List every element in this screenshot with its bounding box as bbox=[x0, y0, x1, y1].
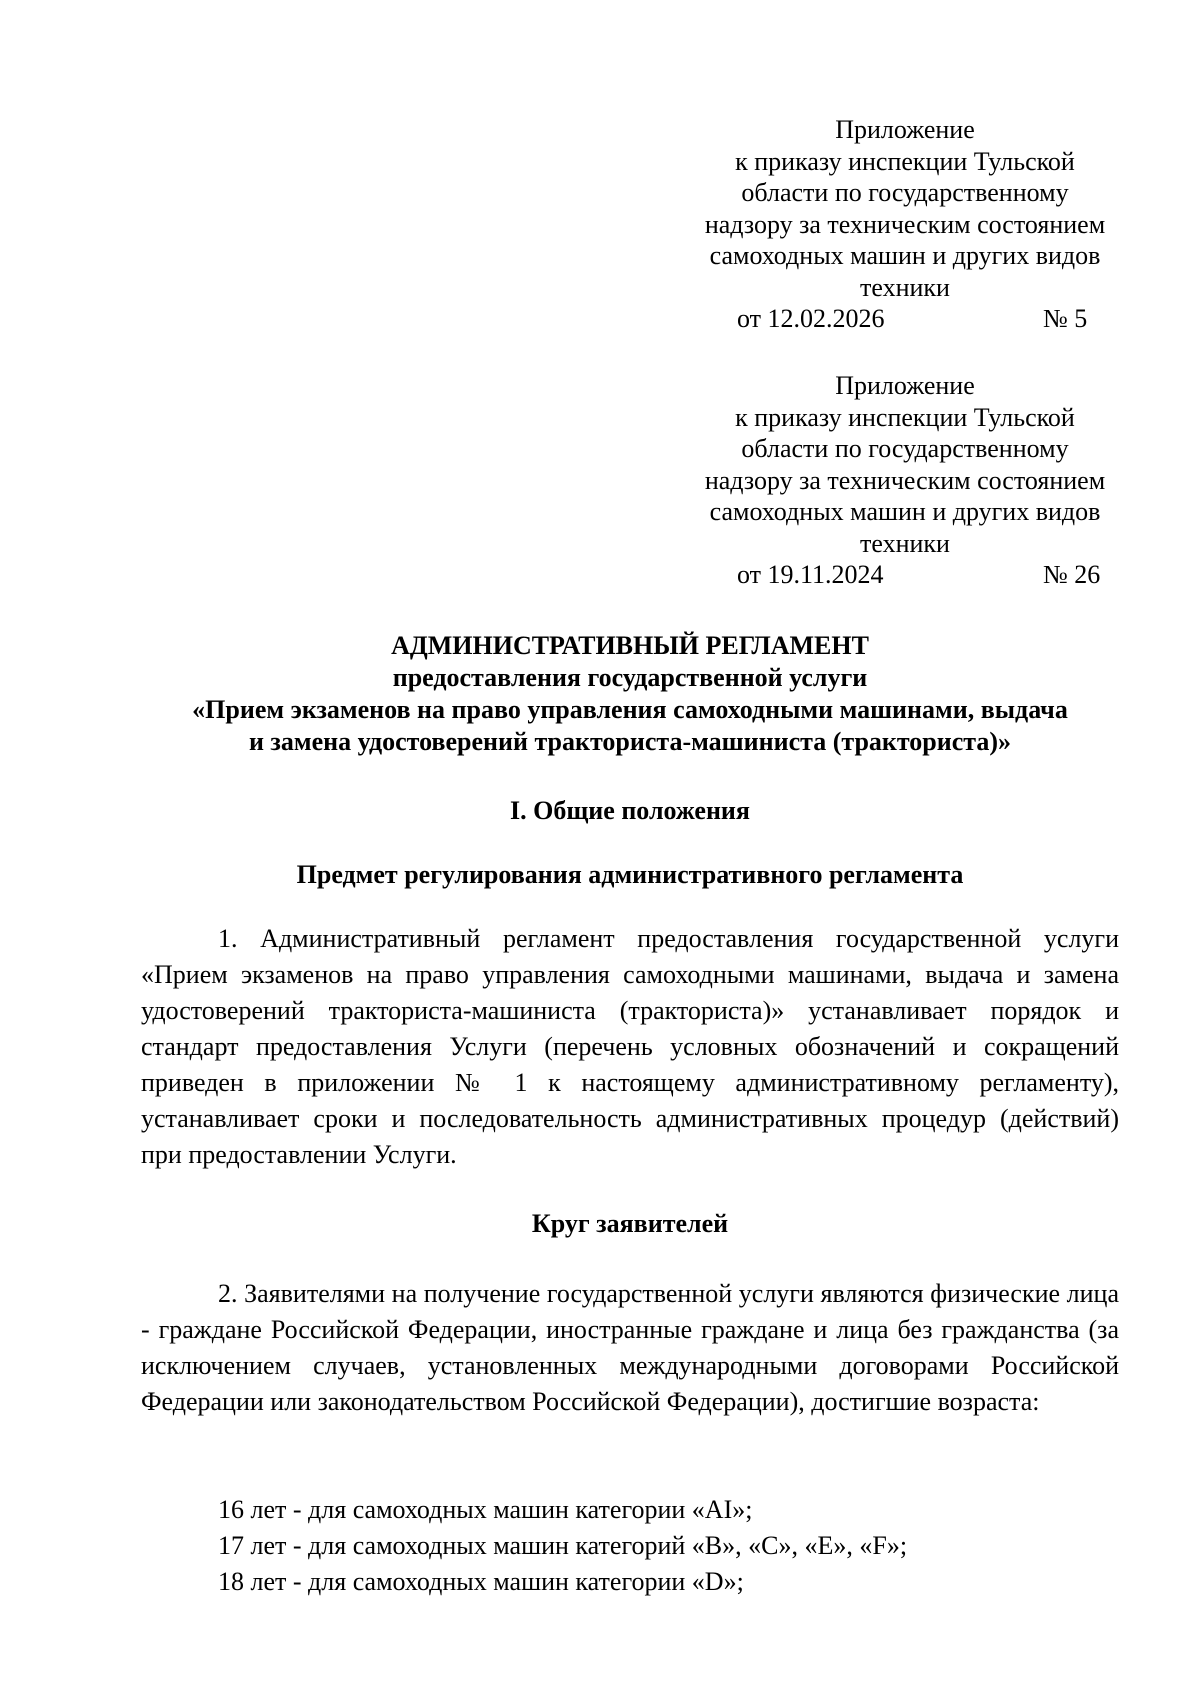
subject-heading: Предмет регулирования административного регламента bbox=[296, 860, 964, 889]
appendix-line: надзору за техническим состоянием bbox=[704, 209, 1106, 239]
appendix-header-original bbox=[680, 370, 1130, 591]
appendix-line: техники bbox=[860, 528, 950, 558]
title-line: и замена удостоверений тракториста-машиниста (тракториста)» bbox=[248, 727, 1012, 756]
appendix-label: Приложение bbox=[835, 115, 975, 144]
paragraph-2: 2. Заявителями на получение государственной услуги являются физические лица - граждане Российской Федерации, иностранные граждане и лица без гражданства (за исключением случаев, установленных международными договорами Российской Федерации или законодательством Российской Федерации), достигшие возраста: bbox=[141, 1279, 1119, 1416]
appendix-line: к приказу инспекции Тульской bbox=[735, 146, 1075, 176]
title-line: предоставления государственной услуги bbox=[392, 663, 868, 692]
appendix-line: области по государственному bbox=[741, 178, 1069, 207]
appendix-header-current bbox=[680, 114, 1130, 335]
order-date: от 19.11.2024 bbox=[737, 560, 884, 589]
document-title bbox=[140, 630, 1120, 758]
appendix-label: Приложение bbox=[835, 371, 975, 400]
appendix-line: к приказу инспекции Тульской bbox=[735, 402, 1075, 432]
appendix-line: надзору за техническим состоянием bbox=[704, 465, 1106, 495]
age-requirement-item: 18 лет - для самоходных машин категории «D»; bbox=[218, 1567, 744, 1596]
title-line: «Прием экзаменов на право управления самоходными машинами, выдача bbox=[192, 695, 1068, 724]
appendix-date-line bbox=[680, 303, 1130, 335]
order-number: № 5 bbox=[1043, 304, 1088, 333]
section-heading: I. Общие положения bbox=[510, 796, 750, 825]
order-number: № 26 bbox=[1043, 560, 1101, 589]
appendix-date-line bbox=[680, 559, 1130, 591]
applicants-heading: Круг заявителей bbox=[531, 1209, 729, 1238]
age-requirement-item: 17 лет - для самоходных машин категорий «B», «C», «E», «F»; bbox=[218, 1531, 908, 1560]
order-date: от 12.02.2026 bbox=[737, 304, 885, 333]
age-requirement-item: 16 лет - для самоходных машин категории «AI»; bbox=[218, 1495, 753, 1524]
appendix-line: самоходных машин и других видов bbox=[709, 241, 1101, 270]
title-line: АДМИНИСТРАТИВНЫЙ РЕГЛАМЕНТ bbox=[391, 631, 869, 660]
paragraph-1: 1. Административный регламент предоставления государственной услуги «Прием экзаменов на право управления самоходными машинами, выдача и замена удостоверений тракториста-машиниста (тракториста)» устанавливает порядок и стандарт предоставления Услуги (перечень условных обозначений и сокращений приведен в приложении № 1 к настоящему административному регламенту), устанавливает сроки и последовательность административных процедур (действий) при предоставлении Услуги. bbox=[141, 924, 1119, 1169]
appendix-line: техники bbox=[860, 272, 950, 302]
appendix-line: самоходных машин и других видов bbox=[709, 497, 1101, 526]
appendix-line: области по государственному bbox=[741, 434, 1069, 463]
